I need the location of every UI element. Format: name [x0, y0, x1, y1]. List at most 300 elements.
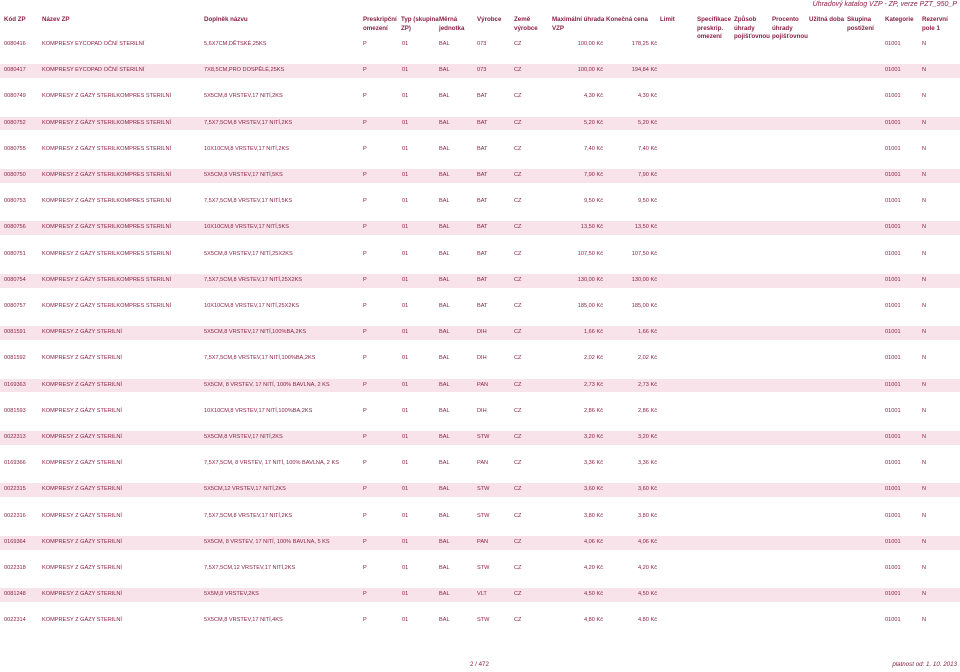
cell-rezervni: N: [922, 329, 927, 336]
table-row: [0, 248, 960, 262]
cell-doplnek: 10X10CM,8 VRSTEV,17 NITÍ,25X2KS: [204, 303, 299, 309]
cell-kategorie: 01001: [885, 538, 901, 545]
cell-nazev: KOMPRESY Z GÁZY STERILKOMPRES STERILNÍ: [42, 224, 172, 231]
cell-konecna-cena: 9,50 Kč: [638, 198, 657, 205]
header-zeme-vyrobce: Země výrobce: [514, 16, 538, 32]
cell-kod: 0080757: [4, 303, 26, 309]
table-row: [0, 300, 960, 314]
cell-merna-jednotka: BAL: [439, 119, 450, 126]
cell-zeme: CZ: [514, 434, 522, 440]
cell-doplnek: 10X10CM,8 VRSTEV,17 NITÍ,100%BA,2KS: [204, 407, 313, 414]
cell-kategorie: 01001: [885, 460, 901, 467]
cell-kod: 0081592: [4, 355, 26, 362]
cell-vyrobce: STW: [477, 486, 490, 493]
cell-doplnek: 7,5X7,5CM,8 VRSTEV,17 NITÍ,5KS: [204, 198, 293, 205]
cell-zeme: CZ: [514, 172, 522, 178]
cell-kod: 0080750: [4, 172, 26, 178]
table-row: [0, 143, 960, 157]
validity-date: platnost od: 1. 10. 2013: [892, 661, 957, 668]
table-row: [0, 431, 960, 445]
cell-merna-jednotka: BAL: [439, 460, 450, 467]
cell-preskripcni-omezeni: P: [363, 538, 367, 545]
cell-merna-jednotka: BAL: [439, 591, 450, 598]
cell-zeme: CZ: [514, 407, 522, 414]
cell-max-uhrada: 3,36 Kč: [584, 460, 603, 467]
cell-doplnek: 5X5CM,8 VRSTEV,17 NITÍ,100%BA,2KS: [204, 329, 307, 336]
cell-merna-jednotka: BAL: [439, 355, 450, 362]
cell-merna-jednotka: BAL: [439, 198, 450, 205]
table-row: [0, 536, 960, 550]
cell-merna-jednotka: BAL: [439, 538, 450, 545]
cell-vyrobce: STW: [477, 565, 490, 571]
cell-preskripcni-omezeni: P: [363, 198, 367, 205]
cell-zeme: CZ: [514, 538, 522, 545]
cell-preskripcni-omezeni: P: [363, 224, 367, 231]
cell-preskripcni-omezeni: P: [363, 329, 367, 336]
cell-kod: 0080754: [4, 276, 26, 283]
table-row: [0, 326, 960, 340]
cell-vyrobce: 073: [477, 67, 487, 74]
cell-rezervni: N: [922, 119, 927, 126]
cell-zeme: CZ: [514, 591, 522, 598]
cell-merna-jednotka: BAL: [439, 303, 450, 309]
cell-vyrobce: DIH: [477, 329, 487, 336]
cell-doplnek: 10X10CM,8 VRSTEV,17 NITÍ,5KS: [204, 224, 289, 231]
cell-merna-jednotka: BAL: [439, 381, 450, 388]
table-row: [0, 38, 960, 52]
cell-kod: 0081591: [4, 329, 26, 336]
cell-rezervni: N: [922, 460, 927, 467]
cell-kategorie: 01001: [885, 565, 901, 571]
cell-nazev: KOMPRESY Z GÁZY STERILNÍ: [42, 381, 122, 388]
cell-kod: 0022315: [4, 486, 26, 493]
cell-typ: 01: [402, 198, 409, 205]
cell-typ: 01: [402, 407, 409, 414]
cell-typ: 01: [402, 41, 409, 47]
cell-vyrobce: VLT: [477, 591, 487, 598]
cell-preskripcni-omezeni: P: [363, 591, 367, 598]
cell-typ: 01: [402, 329, 409, 336]
cell-typ: 01: [402, 250, 409, 257]
cell-max-uhrada: 7,40 Kč: [584, 145, 603, 152]
cell-max-uhrada: 1,66 Kč: [584, 329, 603, 336]
header-kategorie: Kategorie: [885, 16, 914, 23]
cell-konecna-cena: 107,50 Kč: [631, 250, 657, 257]
cell-preskripcni-omezeni: P: [363, 512, 367, 519]
cell-merna-jednotka: BAL: [439, 407, 450, 414]
header-kod: Kód ZP: [4, 16, 26, 23]
cell-rezervni: N: [922, 538, 927, 545]
cell-vyrobce: BAT: [477, 224, 488, 231]
cell-kod: 0080755: [4, 145, 26, 152]
cell-kod: 0022314: [4, 617, 26, 624]
cell-vyrobce: 073: [477, 41, 487, 47]
cell-rezervni: N: [922, 407, 927, 414]
cell-preskripcni-omezeni: P: [363, 250, 367, 257]
cell-preskripcni-omezeni: P: [363, 565, 367, 571]
cell-kategorie: 01001: [885, 591, 901, 598]
cell-kod: 0080417: [4, 67, 26, 74]
header-specifikace: Specifikace preskrip. omezení: [697, 16, 732, 41]
cell-max-uhrada: 3,20 Kč: [584, 434, 603, 440]
cell-max-uhrada: 3,60 Kč: [584, 486, 603, 493]
header-typ: Typ (skupina ZP): [401, 16, 439, 32]
cell-kategorie: 01001: [885, 355, 901, 362]
cell-konecna-cena: 178,25 Kč: [631, 41, 657, 47]
cell-typ: 01: [402, 93, 409, 100]
cell-zeme: CZ: [514, 381, 522, 388]
cell-typ: 01: [402, 67, 409, 74]
cell-typ: 01: [402, 617, 409, 624]
cell-konecna-cena: 130,00 Kč: [631, 276, 657, 283]
cell-max-uhrada: 4,20 Kč: [584, 565, 603, 571]
cell-kategorie: 01001: [885, 276, 901, 283]
cell-vyrobce: STW: [477, 434, 490, 440]
cell-merna-jednotka: BAL: [439, 512, 450, 519]
cell-zeme: CZ: [514, 617, 522, 624]
cell-konecna-cena: 1,66 Kč: [638, 329, 657, 336]
cell-kategorie: 01001: [885, 381, 901, 388]
cell-kod: 0080416: [4, 41, 26, 47]
table-row: [0, 195, 960, 209]
cell-zeme: CZ: [514, 145, 522, 152]
cell-doplnek: 10X10CM,8 VRSTEV,17 NITÍ,2KS: [204, 145, 289, 152]
cell-konecna-cena: 4,80 Kč: [638, 617, 657, 624]
cell-kod: 0022313: [4, 434, 26, 440]
cell-nazev: KOMPRESY Z GÁZY STERILNÍ: [42, 538, 122, 545]
cell-typ: 01: [402, 460, 409, 467]
cell-max-uhrada: 3,80 Kč: [584, 512, 603, 519]
cell-doplnek: 5X5M,8 VRSTEV,2KS: [204, 591, 259, 598]
cell-vyrobce: BAT: [477, 93, 488, 100]
cell-konecna-cena: 3,36 Kč: [638, 460, 657, 467]
cell-doplnek: 7,5X7,5CM,8 VRSTEV,17 NITÍ,2KS: [204, 119, 293, 126]
cell-nazev: KOMPRESY Z GÁZY STERILKOMPRES STERILNÍ: [42, 198, 172, 205]
cell-typ: 01: [402, 565, 409, 571]
cell-max-uhrada: 4,50 Kč: [584, 591, 603, 598]
cell-kod: 0081248: [4, 591, 26, 598]
cell-doplnek: 5X5CM,8 VRSTEV,17 NITÍ,4KS: [204, 617, 283, 624]
cell-preskripcni-omezeni: P: [363, 355, 367, 362]
cell-nazev: KOMPRESY EYCOPAD OČNÍ STERILNÍ: [42, 67, 145, 74]
cell-kategorie: 01001: [885, 512, 901, 519]
cell-merna-jednotka: BAL: [439, 224, 450, 231]
cell-preskripcni-omezeni: P: [363, 93, 367, 100]
cell-kategorie: 01001: [885, 303, 901, 309]
cell-nazev: KOMPRESY Z GÁZY STERILNÍ: [42, 434, 122, 440]
cell-konecna-cena: 2,73 Kč: [638, 381, 657, 388]
table-row: [0, 457, 960, 471]
cell-kategorie: 01001: [885, 93, 901, 100]
table-row: [0, 614, 960, 628]
table-row: [0, 483, 960, 497]
cell-typ: 01: [402, 172, 409, 178]
cell-nazev: KOMPRESY Z GÁZY STERILNÍ: [42, 617, 122, 624]
cell-rezervni: N: [922, 565, 927, 571]
cell-merna-jednotka: BAL: [439, 486, 450, 493]
cell-merna-jednotka: BAL: [439, 93, 450, 100]
cell-doplnek: 7,5X7,5CM,12 VRSTEV,17 NITÍ,2KS: [204, 565, 296, 571]
cell-merna-jednotka: BAL: [439, 565, 450, 571]
cell-kategorie: 01001: [885, 224, 901, 231]
header-rezervni-pole: Rezervní pole 1: [922, 16, 948, 32]
cell-zeme: CZ: [514, 224, 522, 231]
cell-konecna-cena: 7,90 Kč: [638, 172, 657, 178]
cell-nazev: KOMPRESY Z GÁZY STERILNÍ: [42, 329, 122, 336]
header-max-uhrada: Maximální úhrada VZP: [552, 16, 605, 32]
cell-preskripcni-omezeni: P: [363, 434, 367, 440]
cell-max-uhrada: 9,50 Kč: [584, 198, 603, 205]
cell-max-uhrada: 4,30 Kč: [584, 93, 603, 100]
cell-preskripcni-omezeni: P: [363, 67, 367, 74]
cell-typ: 01: [402, 145, 409, 152]
cell-merna-jednotka: BAL: [439, 145, 450, 152]
cell-nazev: KOMPRESY Z GÁZY STERILKOMPRES STERILNÍ: [42, 145, 172, 152]
cell-typ: 01: [402, 355, 409, 362]
cell-zeme: CZ: [514, 276, 522, 283]
header-skupina-postizeni: Skupina postižení: [847, 16, 874, 32]
cell-preskripcni-omezeni: P: [363, 145, 367, 152]
cell-kategorie: 01001: [885, 486, 901, 493]
cell-rezervni: N: [922, 93, 927, 100]
cell-max-uhrada: 100,00 Kč: [577, 67, 603, 74]
cell-typ: 01: [402, 381, 409, 388]
cell-kod: 0080756: [4, 224, 26, 231]
table-row: [0, 405, 960, 419]
cell-doplnek: 7X8,5CM,PRO DOSPĚLÉ,25KS: [204, 67, 285, 74]
catalog-title: Úhradový katalog VZP - ZP, verze PZT_950_P: [812, 1, 957, 8]
cell-zeme: CZ: [514, 41, 522, 47]
cell-kategorie: 01001: [885, 145, 901, 152]
cell-kod: 0080753: [4, 198, 26, 205]
cell-vyrobce: BAT: [477, 172, 488, 178]
table-row: [0, 221, 960, 235]
cell-kategorie: 01001: [885, 434, 901, 440]
header-preskripcni-omezeni: Preskripční omezení: [363, 16, 397, 32]
cell-kategorie: 01001: [885, 329, 901, 336]
table-row: [0, 274, 960, 288]
cell-vyrobce: BAT: [477, 276, 488, 283]
cell-rezervni: N: [922, 250, 927, 257]
cell-doplnek: 5X5CM,8 VRSTEV,17 NITÍ,25X2KS: [204, 250, 293, 257]
cell-vyrobce: BAT: [477, 250, 488, 257]
cell-nazev: KOMPRESY Z GÁZY STERILNÍ: [42, 512, 122, 519]
cell-konecna-cena: 2,02 Kč: [638, 355, 657, 362]
cell-vyrobce: BAT: [477, 303, 488, 309]
cell-typ: 01: [402, 303, 409, 309]
cell-nazev: KOMPRESY Z GÁZY STERILNÍ: [42, 407, 122, 414]
cell-zeme: CZ: [514, 303, 522, 309]
cell-merna-jednotka: BAL: [439, 276, 450, 283]
cell-max-uhrada: 2,02 Kč: [584, 355, 603, 362]
cell-nazev: KOMPRESY Z GÁZY STERILNÍ: [42, 355, 122, 362]
cell-kategorie: 01001: [885, 407, 901, 414]
table-row: [0, 117, 960, 131]
page-number: 2 / 472: [470, 661, 489, 668]
cell-zeme: CZ: [514, 565, 522, 571]
header-doplnek: Doplněk názvu: [204, 16, 248, 23]
cell-doplnek: 5X5CM,8 VRSTEV,17 NITÍ,2KS: [204, 93, 283, 100]
cell-preskripcni-omezeni: P: [363, 486, 367, 493]
cell-typ: 01: [402, 276, 409, 283]
cell-zeme: CZ: [514, 486, 522, 493]
cell-merna-jednotka: BAL: [439, 329, 450, 336]
cell-nazev: KOMPRESY Z GÁZY STERILNÍ: [42, 591, 122, 598]
cell-rezervni: N: [922, 617, 927, 624]
cell-kod: 0080751: [4, 250, 26, 257]
page-footer: [0, 661, 960, 671]
cell-konecna-cena: 4,30 Kč: [638, 93, 657, 100]
cell-typ: 01: [402, 434, 409, 440]
cell-vyrobce: BAT: [477, 145, 488, 152]
cell-zeme: CZ: [514, 460, 522, 467]
cell-typ: 01: [402, 119, 409, 126]
cell-doplnek: 7,5X7,5CM,8 VRSTEV,17 NITÍ,25X2KS: [204, 276, 303, 283]
cell-konecna-cena: 3,20 Kč: [638, 434, 657, 440]
cell-zeme: CZ: [514, 119, 522, 126]
cell-rezervni: N: [922, 434, 927, 440]
cell-rezervni: N: [922, 172, 927, 178]
table-row: [0, 510, 960, 524]
cell-konecna-cena: 7,40 Kč: [638, 145, 657, 152]
cell-kod: 0169366: [4, 460, 26, 467]
cell-vyrobce: STW: [477, 512, 490, 519]
cell-vyrobce: DIH: [477, 355, 487, 362]
cell-zeme: CZ: [514, 355, 522, 362]
cell-kod: 0169363: [4, 381, 26, 388]
cell-konecna-cena: 5,20 Kč: [638, 119, 657, 126]
cell-kod: 0022318: [4, 565, 26, 571]
cell-typ: 01: [402, 486, 409, 493]
cell-rezervni: N: [922, 486, 927, 493]
cell-typ: 01: [402, 224, 409, 231]
cell-max-uhrada: 107,50 Kč: [577, 250, 603, 257]
cell-vyrobce: BAT: [477, 198, 488, 205]
table-row: [0, 169, 960, 183]
cell-kategorie: 01001: [885, 617, 901, 624]
cell-nazev: KOMPRESY EYCOPAD OČNÍ STERILNÍ: [42, 41, 145, 47]
cell-nazev: KOMPRESY Z GÁZY STERILKOMPRES STERILNÍ: [42, 93, 172, 100]
cell-nazev: KOMPRESY Z GÁZY STERILNÍ: [42, 460, 122, 467]
table-row: [0, 379, 960, 393]
cell-kategorie: 01001: [885, 250, 901, 257]
cell-konecna-cena: 194,84 Kč: [631, 67, 657, 74]
cell-vyrobce: BAT: [477, 119, 488, 126]
cell-nazev: KOMPRESY Z GÁZY STERILKOMPRES STERILNÍ: [42, 303, 172, 309]
cell-merna-jednotka: BAL: [439, 172, 450, 178]
cell-preskripcni-omezeni: P: [363, 381, 367, 388]
cell-rezervni: N: [922, 224, 927, 231]
cell-max-uhrada: 2,73 Kč: [584, 381, 603, 388]
cell-kod: 0080752: [4, 119, 26, 126]
cell-kategorie: 01001: [885, 198, 901, 205]
cell-zeme: CZ: [514, 512, 522, 519]
cell-preskripcni-omezeni: P: [363, 119, 367, 126]
cell-nazev: KOMPRESY Z GÁZY STERILKOMPRES STERILNÍ: [42, 119, 172, 126]
cell-vyrobce: STW: [477, 617, 490, 624]
cell-doplnek: 7,5X7,5CM, 8 VRSTEV, 17 NITÍ, 100% BAVLNA, 2 KS: [204, 460, 339, 467]
cell-merna-jednotka: BAL: [439, 250, 450, 257]
cell-merna-jednotka: BAL: [439, 41, 450, 47]
cell-max-uhrada: 2,86 Kč: [584, 407, 603, 414]
cell-zeme: CZ: [514, 250, 522, 257]
header-zpusob-uhrady: Způsob úhrady pojišťovnou: [734, 16, 770, 41]
cell-typ: 01: [402, 591, 409, 598]
header-procento-uhrady: Procento úhrady pojišťovnou: [772, 16, 808, 41]
cell-merna-jednotka: BAL: [439, 67, 450, 74]
cell-kod: 0169364: [4, 538, 26, 545]
cell-max-uhrada: 185,00 Kč: [577, 303, 603, 309]
header-uzitna-doba: Užitná doba: [809, 16, 845, 23]
header-vyrobce: Výrobce: [477, 16, 502, 23]
cell-preskripcni-omezeni: P: [363, 41, 367, 47]
cell-typ: 01: [402, 538, 409, 545]
cell-rezervni: N: [922, 276, 927, 283]
cell-kategorie: 01001: [885, 172, 901, 178]
cell-doplnek: 5X5CM,12 VRSTEV,17 NITÍ,2KS: [204, 486, 286, 493]
header-konecna-cena: Konečná cena: [606, 16, 648, 23]
table-row: [0, 588, 960, 602]
cell-rezervni: N: [922, 67, 927, 74]
cell-max-uhrada: 4,80 Kč: [584, 617, 603, 624]
cell-nazev: KOMPRESY Z GÁZY STERILKOMPRES STERILNÍ: [42, 250, 172, 257]
cell-doplnek: 5X5CM, 8 VRSTEV, 17 NITÍ, 100% BAVLNA, 2 KS: [204, 381, 330, 388]
cell-konecna-cena: 4,20 Kč: [638, 565, 657, 571]
cell-preskripcni-omezeni: P: [363, 617, 367, 624]
cell-rezervni: N: [922, 355, 927, 362]
cell-kod: 0022316: [4, 512, 26, 519]
cell-doplnek: 5,6X7CM,DĚTSKÉ,25KS: [204, 41, 267, 47]
cell-kod: 0081593: [4, 407, 26, 414]
cell-konecna-cena: 2,86 Kč: [638, 407, 657, 414]
header-limit: Limit: [660, 16, 675, 23]
cell-doplnek: 7,5X7,5CM,8 VRSTEV,17 NITÍ,100%BA,2KS: [204, 355, 316, 362]
header-merna-jednotka: Měrná jednotka: [439, 16, 465, 32]
cell-rezervni: N: [922, 145, 927, 152]
cell-vyrobce: PAN: [477, 381, 489, 388]
cell-rezervni: N: [922, 303, 927, 309]
cell-zeme: CZ: [514, 93, 522, 100]
cell-max-uhrada: 100,00 Kč: [577, 41, 603, 47]
cell-nazev: KOMPRESY Z GÁZY STERILNÍ: [42, 565, 122, 571]
cell-max-uhrada: 5,20 Kč: [584, 119, 603, 126]
cell-max-uhrada: 7,90 Kč: [584, 172, 603, 178]
cell-preskripcni-omezeni: P: [363, 303, 367, 309]
cell-konecna-cena: 3,60 Kč: [638, 486, 657, 493]
cell-max-uhrada: 4,06 Kč: [584, 538, 603, 545]
cell-max-uhrada: 13,50 Kč: [580, 224, 603, 231]
cell-konecna-cena: 4,06 Kč: [638, 538, 657, 545]
cell-zeme: CZ: [514, 329, 522, 336]
cell-preskripcni-omezeni: P: [363, 407, 367, 414]
header-nazev: Název ZP: [42, 16, 70, 23]
cell-doplnek: 5X5CM, 8 VRSTEV, 17 NITÍ, 100% BAVLNA, 5 KS: [204, 538, 330, 545]
cell-preskripcni-omezeni: P: [363, 172, 367, 178]
cell-max-uhrada: 130,00 Kč: [577, 276, 603, 283]
cell-doplnek: 7,5X7,5CM,8 VRSTEV,17 NITÍ,2KS: [204, 512, 293, 519]
cell-kod: 0080749: [4, 93, 26, 100]
cell-konecna-cena: 3,80 Kč: [638, 512, 657, 519]
cell-merna-jednotka: BAL: [439, 434, 450, 440]
cell-kategorie: 01001: [885, 67, 901, 74]
cell-kategorie: 01001: [885, 119, 901, 126]
cell-rezervni: N: [922, 41, 927, 47]
cell-zeme: CZ: [514, 198, 522, 205]
cell-zeme: CZ: [514, 67, 522, 74]
cell-konecna-cena: 4,50 Kč: [638, 591, 657, 598]
cell-nazev: KOMPRESY Z GÁZY STERILKOMPRES STERILNÍ: [42, 172, 172, 178]
cell-kategorie: 01001: [885, 41, 901, 47]
